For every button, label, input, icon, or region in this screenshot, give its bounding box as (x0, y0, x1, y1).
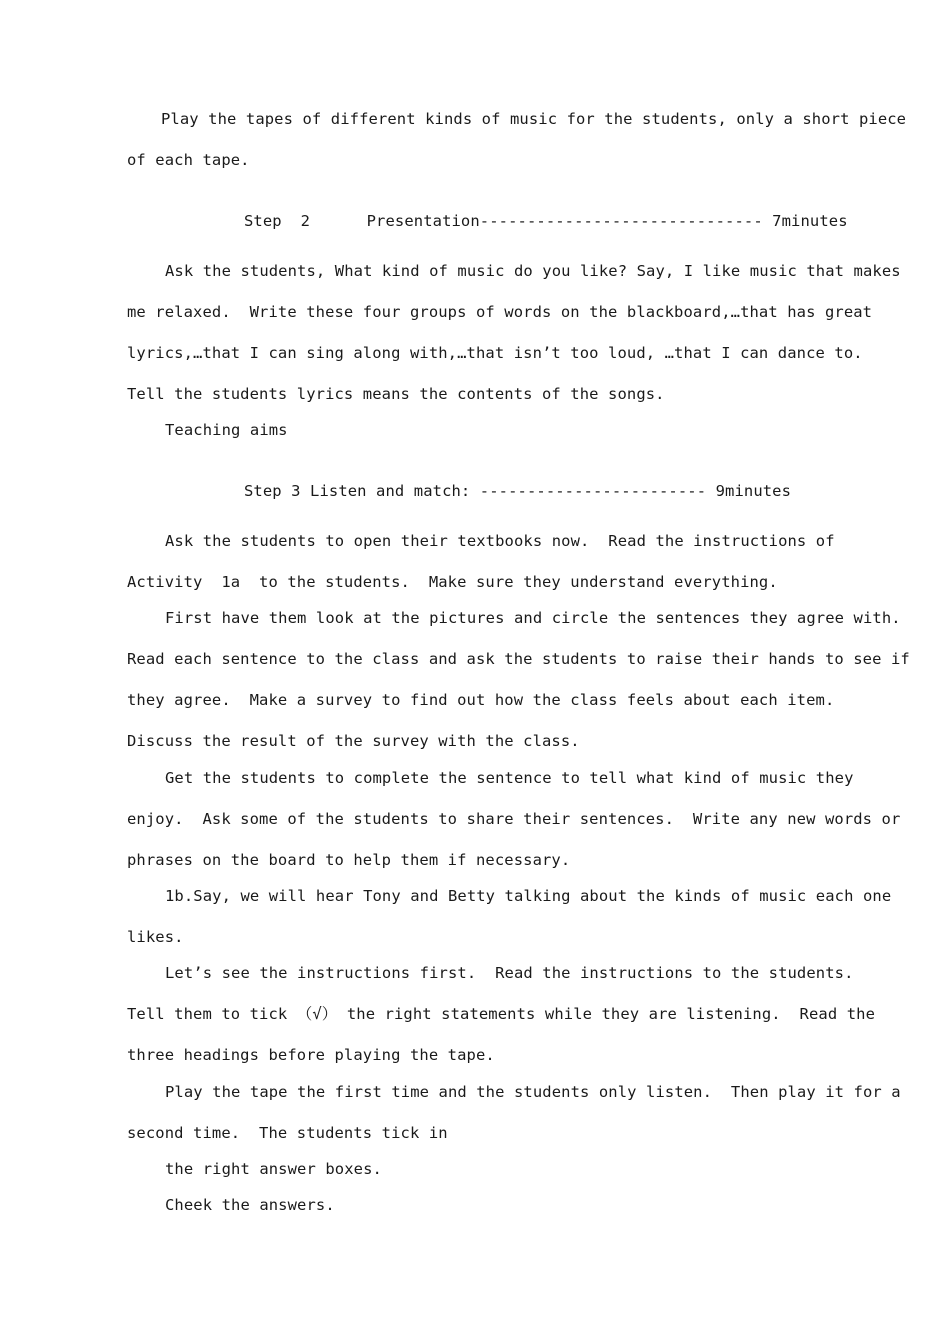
step3-p1-line-1: Ask the students to open their textbooks now. Read the instructions of (165, 532, 835, 550)
check-answers-line: Cheek the answers. (165, 1196, 335, 1214)
step3-p3-line-3: phrases on the board to help them if necessary. (127, 851, 571, 869)
teaching-aims: Teaching aims (165, 421, 288, 439)
step3-p2-line-1: First have them look at the pictures and circle the sentences they agree with. (165, 609, 901, 627)
intro-line-1: Play the tapes of different kinds of music for the students, only a short piece (161, 110, 907, 128)
step3-p2-line-2: Read each sentence to the class and ask the students to raise their hands to see if (127, 650, 910, 668)
step2-line-1: Ask the students, What kind of music do you like? Say, I like music that makes (165, 262, 901, 280)
step3-p2-line-4: Discuss the result of the survey with the class. (127, 732, 580, 750)
step3-p4-line-2: likes. (127, 928, 184, 946)
step3-p4-line-1: 1b.Say, we will hear Tony and Betty talking about the kinds of music each one (165, 887, 892, 905)
step3-p5-line-1: Let’s see the instructions first. Read the instructions to the students. (165, 964, 854, 982)
intro-line-2: of each tape. (127, 151, 250, 169)
answer-boxes-line: the right answer boxes. (165, 1160, 382, 1178)
step3-p6-line-2: second time. The students tick in (127, 1124, 448, 1142)
step3-p5-line-2: Tell them to tick （√） the right statements while they are listening. Read the (127, 1005, 876, 1023)
step2-line-4: Tell the students lyrics means the contents of the songs. (127, 385, 665, 403)
step3-p6-line-1: Play the tape the first time and the students only listen. Then play it for a (165, 1083, 901, 1101)
step3-p5-line-3: three headings before playing the tape. (127, 1046, 495, 1064)
step3-heading: Step 3 Listen and match: ------------------------ 9minutes (244, 482, 792, 500)
step2-line-3: lyrics,…that I can sing along with,…that isn’t too loud, …that I can dance to. (127, 344, 863, 362)
step2-heading: Step 2 Presentation------------------------------ 7minutes (244, 212, 848, 230)
step3-p3-line-1: Get the students to complete the sentence to tell what kind of music they (165, 769, 854, 787)
step3-p2-line-3: they agree. Make a survey to find out how the class feels about each item. (127, 691, 835, 709)
step3-p3-line-2: enjoy. Ask some of the students to share their sentences. Write any new words or (127, 810, 901, 828)
step2-line-2: me relaxed. Write these four groups of words on the blackboard,…that has great (127, 303, 873, 321)
step3-p1-line-2: Activity 1a to the students. Make sure they understand everything. (127, 573, 778, 591)
